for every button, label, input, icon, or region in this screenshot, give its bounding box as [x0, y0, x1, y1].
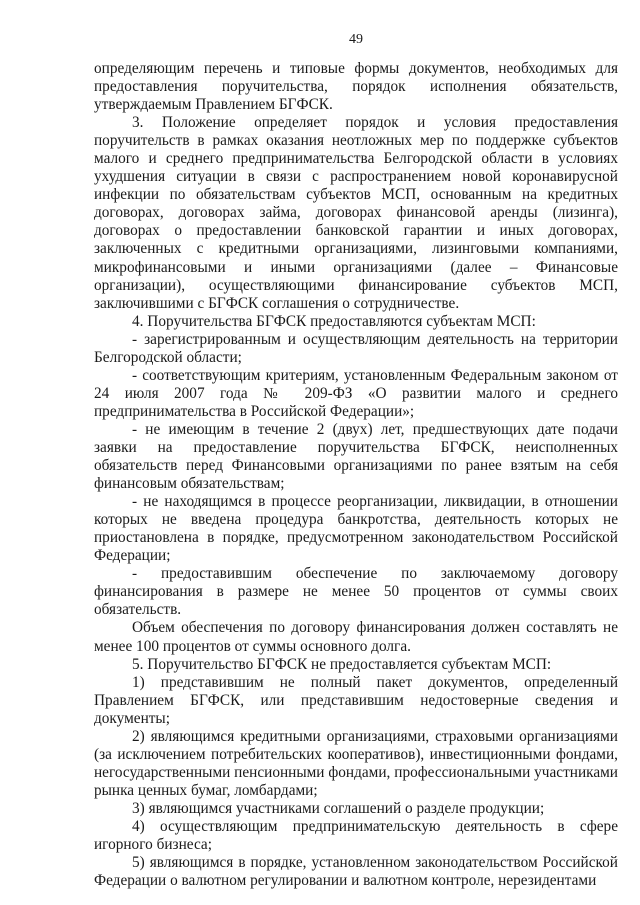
paragraph: 5. Поручительство БГФСК не предоставляется субъектам МСП:	[132, 655, 552, 673]
document-body	[94, 60, 618, 890]
paragraph: - не находящимся в процессе реорганизации, ликвидации, в отношении которых не введена процедура банкротства, деятельность которых не приостановлена в порядке, предусмотренном законодательством Российской Федерации;	[94, 493, 618, 565]
paragraph: - не имеющим в течение 2 (двух) лет, предшествующих дате подачи заявки на предоставление поручительства БГФСК, неисполненных обязательств перед Финансовыми организациями по ранее взятым на себя финансовым обязательствам;	[94, 420, 618, 493]
paragraph: Объем обеспечения по договору финансирования должен составлять не менее 100 процентов от суммы основного долга.	[94, 619, 618, 655]
paragraph: 5) являющимся в порядке, установленном законодательством Российской Федерации о валютном регулировании и валютном контроле, нерезидентами	[94, 854, 618, 890]
paragraph: - зарегистрированным и осуществляющим деятельность на территории Белгородской области;	[94, 330, 618, 366]
paragraph: - соответствующим критериям, установленным Федеральным законом от 24 июля 2007 года № 209-ФЗ «О развитии малого и среднего предпринимательства в Российской Федерации»;	[94, 366, 618, 420]
paragraph: 2) являющимся кредитными организациями, страховыми организациями (за исключением потребительских кооперативов), инвестиционными фондами, негосударственными пенсионными фондами, профессиональными участниками рынка ценных бумаг, ломбардами;	[94, 727, 618, 799]
paragraph: 1) представившим не полный пакет документов, определенный Правлением БГФСК, или представившим недостоверные сведения и документы;	[94, 673, 618, 727]
paragraph: 3. Положение определяет порядок и условия предоставления поручительств в рамках оказания неотложных мер по поддержке субъектов малого и среднего предпринимательства Белгородской области в условиях ухудшения ситуации в связи с распространением новой коронавирусной инфекции по обязательствам субъектов МСП, основанным на кредитных договорах, договорах займа, договорах финансовой аренды (лизинга), договорах о предоставлении банковской гарантии и иных договорах, заключенных с кредитными организациями, лизинговыми компаниями, микрофинансовыми и иными организациями (далее – Финансовые организации), осуществляющими финансирование субъектов МСП, заключившими с БГФСК соглашения о сотрудничестве.	[94, 114, 618, 312]
paragraph: - предоставившим обеспечение по заключаемому договору финансирования в размере не менее 50 процентов от суммы своих обязательств.	[94, 565, 618, 619]
paragraph: 3) являющимся участниками соглашений о разделе продукции;	[132, 799, 545, 817]
paragraph: определяющим перечень и типовые формы документов, необходимых для предоставления поручительства, порядок исполнения обязательств, утверждаемым Правлением БГФСК.	[94, 60, 618, 114]
paragraph: 4) осуществляющим предпринимательскую деятельность в сфере игорного бизнеса;	[94, 817, 618, 854]
paragraph: 4. Поручительства БГФСК предоставляются субъектам МСП:	[132, 312, 536, 330]
page-number: 49	[349, 32, 363, 47]
